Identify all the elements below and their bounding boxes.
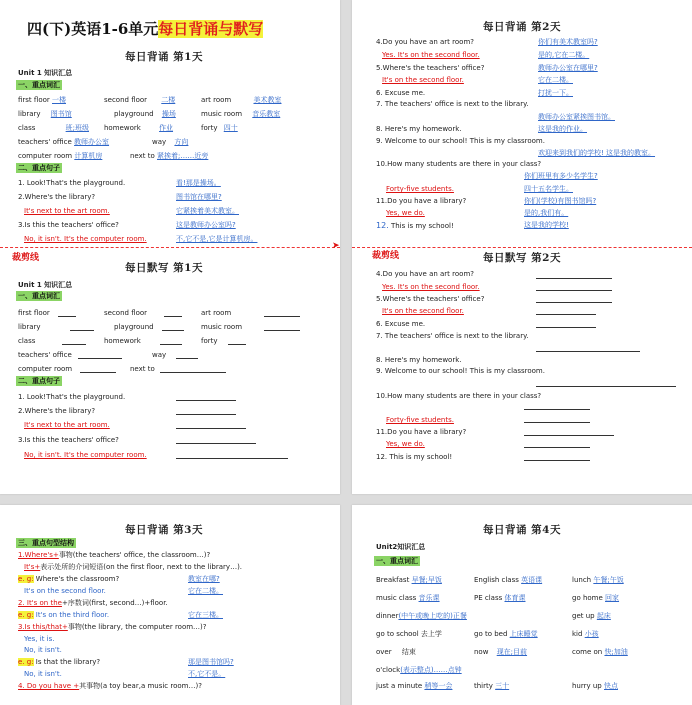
word-en: art room <box>201 309 232 317</box>
blank-line[interactable] <box>264 330 300 331</box>
word-en: library <box>18 110 41 118</box>
sentence-en-answer: Forty-five students. <box>386 416 454 424</box>
blank-line[interactable] <box>536 386 676 387</box>
word-zh: 小孩 <box>584 630 599 638</box>
sentence-zh: 它在二楼。 <box>538 76 573 84</box>
word-zh: 班;班级 <box>65 124 89 132</box>
word-en: class <box>18 337 36 345</box>
cut-line <box>0 247 340 248</box>
sentence-zh: 你们(学校)有图书馆吗? <box>524 197 597 205</box>
word-zh: 快点 <box>604 682 618 690</box>
word-zh: 操场 <box>161 110 176 118</box>
sentence-en: This is my school! <box>389 453 453 461</box>
sentence-en-answer: It's next to the art room. <box>24 207 110 215</box>
word-zh: 计算机房 <box>74 152 103 160</box>
blank-line[interactable] <box>62 344 86 345</box>
eg-zh: 那是图书馆吗? <box>188 658 234 666</box>
word-en: PE class <box>474 594 503 602</box>
sentence-en: 11.Do you have a library? <box>376 428 467 436</box>
word-en: go home <box>572 594 603 602</box>
word-en: kid <box>572 630 583 638</box>
word-zh: 音乐教室 <box>252 110 281 118</box>
word-en: art room <box>201 96 232 104</box>
section-sentences: 二、重点句子 <box>18 164 60 172</box>
word-zh: (中午或晚上吃的)正餐 <box>398 612 467 620</box>
word-en: first floor <box>18 309 50 317</box>
word-en: go to bed <box>474 630 508 638</box>
word-en: now <box>474 648 489 656</box>
word-en: class <box>18 124 36 132</box>
cut-label: 裁剪线 <box>12 253 40 263</box>
blank-line[interactable] <box>524 409 590 410</box>
blank-line[interactable] <box>176 428 246 429</box>
word-zh: 去上学 <box>420 630 442 638</box>
sentence-en-answer: Yes, we do. <box>386 209 425 217</box>
sentence-en: 7. The teachers' office is next to the library. <box>376 100 529 108</box>
blank-line[interactable] <box>264 316 300 317</box>
word-zh: 结束 <box>401 648 416 656</box>
sentence-en: 8. Here's my homework. <box>376 356 462 364</box>
word-zh: 教师办公室 <box>74 138 110 146</box>
sentence-en-answer: Forty-five students. <box>386 185 454 193</box>
section-sentences: 二、重点句子 <box>18 377 60 385</box>
blank-line[interactable] <box>162 330 184 331</box>
sentence-en: 11.Do you have a library? <box>376 197 467 205</box>
blank-line[interactable] <box>524 460 590 461</box>
pattern-body: 事物(the teachers' office, the classroom…)? <box>58 551 211 559</box>
sentence-en: 4.Do you have an art room? <box>376 270 474 278</box>
word-row <box>18 96 66 104</box>
word-en: Breakfast <box>376 576 410 584</box>
sentence-zh: 这是我的作业。 <box>538 125 587 133</box>
section-words: 一、重点词汇 <box>376 557 418 565</box>
blank-line[interactable] <box>70 330 94 331</box>
blank-line[interactable] <box>524 447 590 448</box>
pattern-body: 事物(the library, the computer room…)? <box>67 623 207 631</box>
section-words: 一、重点词汇 <box>18 81 60 89</box>
sentence-en: This is my school! <box>390 222 454 230</box>
dictation-title: 每日默写 第2天 <box>483 252 561 264</box>
word-zh: 英语课 <box>521 576 543 584</box>
eg-question: Is that the library? <box>35 658 101 666</box>
word-en: computer room <box>18 152 73 160</box>
word-en: playground <box>114 110 154 118</box>
word-en: forty <box>201 124 218 132</box>
word-en: o'clock <box>376 666 401 674</box>
pattern-head: 3.Is this/that+ <box>18 623 68 631</box>
sentence-en: 9. Welcome to our school! This is my classroom. <box>376 367 545 375</box>
word-zh: 图书馆 <box>50 110 72 118</box>
recite-title: 每日背诵 第1天 <box>125 51 203 63</box>
word-zh: 紧挨着;……近旁 <box>157 152 209 160</box>
word-en: teachers' office <box>18 138 72 146</box>
pattern-answer: No, it isn't. <box>24 646 62 654</box>
word-en: go to school <box>376 630 419 638</box>
word-en: homework <box>104 124 141 132</box>
sentence-en: 2.Where's the library? <box>18 193 96 201</box>
blank-line[interactable] <box>176 443 256 444</box>
eg-answer: It's on the second floor. <box>24 587 106 595</box>
word-en: dinner <box>376 612 399 620</box>
word-zh: 方向 <box>174 138 189 146</box>
sentence-en: 1. Look!That's the playground. <box>18 179 126 187</box>
blank-line[interactable] <box>536 314 596 315</box>
line <box>376 38 474 46</box>
sentence-en-answer: Yes. It's on the second floor. <box>382 51 480 59</box>
sentence-en: 3.Is this the teachers' office? <box>18 221 119 229</box>
word-zh: 早餐;早饭 <box>411 576 442 584</box>
sentence-en: 8. Here's my homework. <box>376 125 462 133</box>
word-en: teachers' office <box>18 351 72 359</box>
sentence-zh: 看!那是操场。 <box>176 179 221 187</box>
word-zh: 音乐课 <box>418 594 440 602</box>
sentence-zh: 它紧挨着美术教室。 <box>176 207 239 215</box>
page-day1 <box>0 0 340 494</box>
sentence-en: 2.Where's the library? <box>18 407 96 415</box>
sentence-en-answer: It's on the second floor. <box>382 76 464 84</box>
sentence-en-answer: No, it isn't. It's the computer room. <box>24 235 147 243</box>
blank-line[interactable] <box>176 458 288 459</box>
cut-line <box>352 247 692 248</box>
sentence-en: 4.Do you have an art room? <box>376 38 474 46</box>
section-structures: 三、重点句型结构 <box>18 539 74 547</box>
pattern-answer: Yes, it is. <box>24 635 55 643</box>
sentence-zh: 这是教师办公室吗? <box>176 221 236 229</box>
arrow-right-icon: ➤ <box>332 241 340 251</box>
eg-zh: 它在二楼。 <box>188 587 223 595</box>
blank-line[interactable] <box>228 344 246 345</box>
word-en: lunch <box>572 576 592 584</box>
word-en: homework <box>104 337 141 345</box>
word-en: first floor <box>18 96 50 104</box>
pattern-body: +序数词(first, second…)+floor. <box>61 599 168 607</box>
sentence-num: 12. <box>376 221 389 230</box>
word-en: music room <box>201 323 243 331</box>
sentence-zh: 你们有美术教室吗? <box>538 38 598 46</box>
blank-line[interactable] <box>176 400 236 401</box>
sentence-zh: 这是我的学校! <box>524 221 569 229</box>
sentence-en: 6. Excuse me. <box>376 320 426 328</box>
word-en: library <box>18 323 41 331</box>
word-zh: 作业 <box>159 124 174 132</box>
eg-label: e. g: <box>18 658 34 666</box>
word-zh: 午餐;午饭 <box>593 576 624 584</box>
word-en: music room <box>201 110 243 118</box>
word-zh: 现在;目前 <box>496 648 528 656</box>
sentence-en-answer: Yes, we do. <box>386 440 425 448</box>
blank-line[interactable] <box>536 327 596 328</box>
word-zh: 回家 <box>605 594 620 602</box>
eg-zh: 它在三楼。 <box>188 611 223 619</box>
sentence-zh: 是的,我们有。 <box>524 209 569 217</box>
recite-title: 每日背诵 第3天 <box>125 524 203 536</box>
recite-title: 每日背诵 第2天 <box>483 21 561 33</box>
document-title <box>27 21 263 38</box>
word-en: second floor <box>104 309 148 317</box>
unit-title: Unit 1 知识汇总 <box>18 69 73 77</box>
sentence-zh: 图书馆在哪里? <box>176 193 222 201</box>
sentence-en-answer: It's next to the art room. <box>24 421 110 429</box>
blank-line[interactable] <box>536 290 612 291</box>
eg-zh: 教室在哪? <box>188 575 220 583</box>
word-zh: 稍等一会 <box>424 682 453 690</box>
word-zh: 四十 <box>223 124 238 132</box>
word-en: just a minute <box>376 682 423 690</box>
word-zh: (表示整点)……点钟 <box>400 666 462 674</box>
blank-line[interactable] <box>58 316 76 317</box>
sentence-en-answer: No, it isn't. It's the computer room. <box>24 451 147 459</box>
blank-line[interactable] <box>524 435 614 436</box>
sentence-en: 10.How many students are there in your class? <box>376 160 542 168</box>
word-en: thirty <box>474 682 493 690</box>
word-en: English class <box>474 576 519 584</box>
eg-label: e. g: <box>18 575 34 583</box>
title-prefix: 四(下)英语1-6单元 <box>27 20 159 38</box>
pattern-body: 其事物(a toy bear,a music room…)? <box>79 682 202 690</box>
blank-line[interactable] <box>160 344 182 345</box>
title-highlight: 每日背诵与默写 <box>158 20 264 38</box>
sentence-en-answer: Yes. It's on the second floor. <box>382 283 480 291</box>
blank-line[interactable] <box>78 358 122 359</box>
word-en: way <box>152 138 167 146</box>
page-day4 <box>352 505 692 705</box>
sentence-en: 6. Excuse me. <box>376 89 426 97</box>
sentence-zh: 教师办公室在哪里? <box>538 64 598 72</box>
word-zh: 三十 <box>495 682 510 690</box>
word-en: way <box>152 351 167 359</box>
blank-line[interactable] <box>176 358 198 359</box>
word-zh: 上床睡觉 <box>509 630 538 638</box>
eg-answer: No, it isn't. <box>24 670 62 678</box>
sentence-zh: 不,它不是,它是计算机房。 <box>176 235 258 243</box>
eg-label: e. g: <box>18 611 34 619</box>
blank-line[interactable] <box>524 422 590 423</box>
sentence-zh: 你们班里有多少名学生? <box>524 172 598 180</box>
blank-line[interactable] <box>536 302 612 303</box>
page-day2 <box>352 0 692 494</box>
eg-question: Where's the classroom? <box>35 575 120 583</box>
blank-line[interactable] <box>80 372 116 373</box>
blank-line[interactable] <box>164 316 182 317</box>
pattern-body: 表示处所的介词短语(on the first floor, next to the library…). <box>40 563 243 571</box>
word-en: playground <box>114 323 154 331</box>
sentence-num: 12. <box>376 453 388 461</box>
sentence-en-answer: It's on the second floor. <box>382 307 464 315</box>
sentence-zh: 是的,它在二楼。 <box>538 51 590 59</box>
cut-label: 裁剪线 <box>372 251 400 261</box>
pattern-head: 1.Where's+ <box>18 551 59 559</box>
sentence-zh: 教师办公室紧挨图书馆。 <box>538 113 615 121</box>
sentence-en: 5.Where's the teachers' office? <box>376 64 485 72</box>
word-en: get up <box>572 612 595 620</box>
sentence-en: 1. Look!That's the playground. <box>18 393 126 401</box>
word-zh: 美术教室 <box>253 96 282 104</box>
word-en: forty <box>201 337 218 345</box>
unit-title: Unit2知识汇总 <box>376 543 426 551</box>
pattern-head: 2. It's on the <box>18 599 62 607</box>
dictation-title: 每日默写 第1天 <box>125 262 203 274</box>
section-words: 一、重点词汇 <box>18 292 60 300</box>
word-zh: 起床 <box>596 612 611 620</box>
sentence-en: 10.How many students are there in your class? <box>376 392 542 400</box>
pattern-head: 4. Do you have + <box>18 682 80 690</box>
blank-line[interactable] <box>536 278 612 279</box>
word-en: over <box>376 648 392 656</box>
blank-line[interactable] <box>176 414 236 415</box>
sentence-zh: 欢迎来到我们的学校! 这是我的教室。 <box>538 149 656 157</box>
eg-zh: 不,它不是。 <box>188 670 226 678</box>
sentence-en: 5.Where's the teachers' office? <box>376 295 485 303</box>
word-zh: 二楼 <box>161 96 176 104</box>
unit-title: Unit 1 知识汇总 <box>18 281 73 289</box>
sentence-en: 7. The teachers' office is next to the library. <box>376 332 529 340</box>
word-zh: 一楼 <box>52 96 66 104</box>
page-day3 <box>0 505 340 705</box>
blank-line[interactable] <box>536 351 640 352</box>
word-en: computer room <box>18 365 73 373</box>
recite-title: 每日背诵 第4天 <box>483 524 561 536</box>
sentence-zh: 四十五名学生。 <box>524 185 573 193</box>
word-en: next to <box>130 152 155 160</box>
word-en: music class <box>376 594 417 602</box>
blank-line[interactable] <box>160 372 226 373</box>
sentence-en: 9. Welcome to our school! This is my classroom. <box>376 137 545 145</box>
eg-question: It's on the third floor. <box>35 611 110 619</box>
word-en: come on <box>572 648 603 656</box>
word-zh: 快;加油 <box>604 648 628 656</box>
word-zh: 体育课 <box>504 594 526 602</box>
sentence-row <box>18 179 125 187</box>
word-en: second floor <box>104 96 148 104</box>
word-en: hurry up <box>572 682 602 690</box>
sentence-en: 3.Is this the teachers' office? <box>18 436 119 444</box>
pattern-head: It's+ <box>24 563 41 571</box>
word-en: next to <box>130 365 155 373</box>
sentence-zh: 打扰一下。 <box>538 89 573 97</box>
